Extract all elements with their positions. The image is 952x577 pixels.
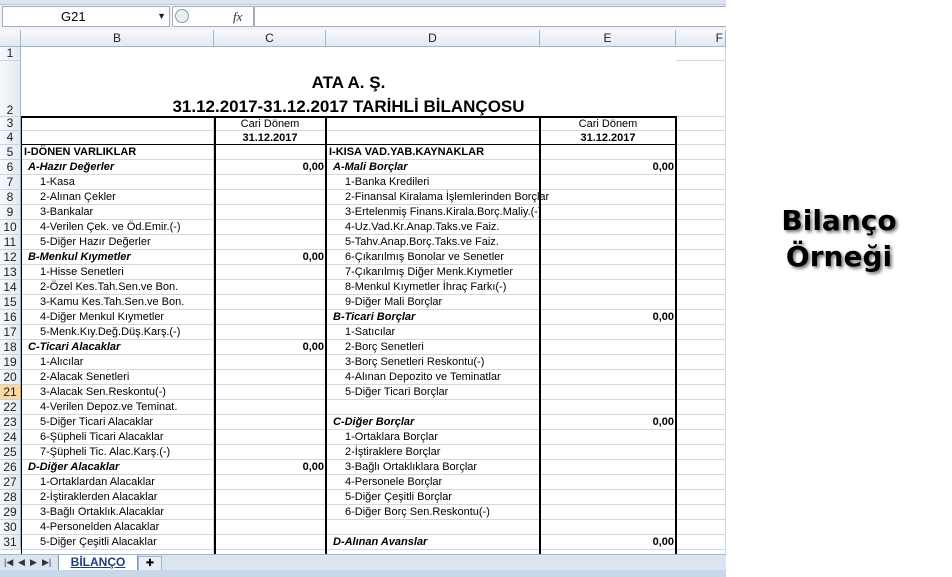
row-header-29[interactable]: 29: [0, 505, 21, 520]
left-value: 0,00: [302, 341, 324, 353]
right-label: I-KISA VAD.YAB.KAYNAKLAR: [329, 146, 485, 158]
column-header-d[interactable]: D: [326, 30, 540, 47]
row-header-25[interactable]: 25: [0, 445, 21, 460]
left-label: 5-Menk.Kıy.Değ.Düş.Karş.(-): [40, 326, 181, 338]
border-table-right: [675, 116, 677, 554]
right-label: 6-Çıkarılmış Bonolar ve Senetler: [345, 251, 504, 263]
row-header-19[interactable]: 19: [0, 355, 21, 370]
row-header-7[interactable]: 7: [0, 175, 21, 190]
right-label: 3-Borç Senetleri Reskontu(-): [345, 356, 485, 368]
chevron-down-icon[interactable]: ▼: [157, 11, 166, 21]
left-label: 1-Ortaklardan Alacaklar: [40, 476, 155, 488]
row-header-14[interactable]: 14: [0, 280, 21, 295]
row-header-13[interactable]: 13: [0, 265, 21, 280]
right-label: 1-Satıcılar: [345, 326, 396, 338]
row-header-30[interactable]: 30: [0, 520, 21, 535]
first-sheet-icon[interactable]: |◀: [4, 557, 14, 567]
right-value: 0,00: [652, 536, 674, 548]
left-period-header: Cari Dönem: [240, 118, 300, 130]
balance-sheet-title: 31.12.2017-31.12.2017 TARİHLİ BİLANÇOSU: [172, 97, 525, 116]
border-table-left: [21, 116, 22, 554]
row-header-23[interactable]: 23: [0, 415, 21, 430]
right-label: 3-Bağlı Ortaklıklara Borçlar: [345, 461, 478, 473]
sheet-tab-bar: [0, 554, 726, 571]
left-label: 3-Bankalar: [40, 206, 94, 218]
left-label: 3-Kamu Kes.Tah.Sen.ve Bon.: [40, 296, 185, 308]
right-label: 4-Personele Borçlar: [345, 476, 443, 488]
right-label: 9-Diğer Mali Borçlar: [345, 296, 443, 308]
left-label: B-Menkul Kıymetler: [28, 251, 131, 263]
select-all-corner[interactable]: [0, 30, 21, 47]
left-label: D-Diğer Alacaklar: [28, 461, 120, 473]
name-box[interactable]: [2, 6, 170, 27]
column-header-b[interactable]: B: [21, 30, 214, 47]
left-label: 5-Diğer Çeşitli Alacaklar: [40, 536, 157, 548]
table-top-border: [21, 116, 676, 118]
row-header-28[interactable]: 28: [0, 490, 21, 505]
left-value: 0,00: [302, 161, 324, 173]
row-header-15[interactable]: 15: [0, 295, 21, 310]
right-label: 8-Menkul Kıymetler İhraç Farkı(-): [345, 281, 507, 293]
right-label: C-Diğer Borçlar: [333, 416, 415, 428]
row-header-4[interactable]: 4: [0, 131, 21, 145]
left-period-date: 31.12.2017: [242, 132, 298, 144]
row-header-1[interactable]: 1: [0, 47, 21, 61]
right-label: 5-Tahv.Anap.Borç.Taks.ve Faiz.: [345, 236, 499, 248]
status-bar: [0, 570, 726, 577]
right-label: 1-Ortaklara Borçlar: [345, 431, 438, 443]
caption-line-1: Bilanço: [781, 204, 897, 237]
left-label: 1-Alıcılar: [40, 356, 84, 368]
right-label: D-Alınan Avanslar: [333, 536, 428, 548]
right-label: [345, 400, 553, 415]
insert-function-button[interactable]: [172, 6, 254, 27]
right-label: 4-Alınan Depozito ve Teminatlar: [345, 371, 501, 383]
border-left-liabilities-col: [325, 116, 327, 554]
right-label: 3-Ertelenmiş Finans.Kirala.Borç.Maliy.(-): [345, 206, 542, 218]
column-header-e[interactable]: E: [540, 30, 676, 47]
right-label: 5-Diğer Ticari Borçlar: [345, 386, 449, 398]
right-label: 2-İştiraklere Borçlar: [345, 446, 441, 458]
sheet-tab-bilanco[interactable]: BİLANÇO: [58, 555, 138, 571]
left-label: 4-Verilen Çek. ve Öd.Emir.(-): [40, 221, 181, 233]
new-sheet-icon[interactable]: ✚: [138, 556, 162, 571]
row-header-16[interactable]: 16: [0, 310, 21, 325]
left-label: 3-Bağlı Ortaklık.Alacaklar: [40, 506, 165, 518]
right-label: 6-Diğer Borç Sen.Reskontu(-): [345, 506, 490, 518]
formula-bar: [0, 0, 726, 31]
row-header-18[interactable]: 18: [0, 340, 21, 355]
column-header-f[interactable]: F: [676, 30, 726, 47]
fx-icon[interactable]: fx: [233, 9, 243, 24]
right-label: 2-Borç Senetleri: [345, 341, 424, 353]
row-header-24[interactable]: 24: [0, 430, 21, 445]
row-header-21[interactable]: 21: [0, 385, 21, 400]
company-title: ATA A. Ş.: [311, 73, 386, 92]
left-label: 4-Verilen Depoz.ve Teminat.: [40, 401, 178, 413]
left-label: 5-Diğer Ticari Alacaklar: [40, 416, 154, 428]
left-label: I-DÖNEN VARLIKLAR: [24, 146, 137, 158]
left-value: 0,00: [302, 461, 324, 473]
left-label: 7-Şüpheli Tic. Alac.Karş.(-): [40, 446, 171, 458]
prev-sheet-icon[interactable]: ◀: [18, 557, 25, 567]
right-period-header: Cari Dönem: [578, 118, 638, 130]
left-label: 2-Özel Kes.Tah.Sen.ve Bon.: [40, 281, 179, 293]
left-value: 0,00: [302, 251, 324, 263]
left-label: 6-Şüpheli Ticari Alacaklar: [40, 431, 164, 443]
right-value: 0,00: [652, 416, 674, 428]
right-label: 1-Banka Kredileri: [345, 176, 430, 188]
row-header-20[interactable]: 20: [0, 370, 21, 385]
right-value: 0,00: [652, 161, 674, 173]
right-label: [345, 520, 553, 535]
right-label: 2-Finansal Kiralama İşlemlerinden Borçlar: [345, 191, 550, 203]
row-header-31[interactable]: 31: [0, 535, 21, 550]
row-header-22[interactable]: 22: [0, 400, 21, 415]
column-header-c[interactable]: C: [214, 30, 326, 47]
left-label: 1-Kasa: [40, 176, 75, 188]
left-label: C-Ticari Alacaklar: [28, 341, 121, 353]
caption-line-2: Örneği: [785, 240, 893, 273]
row-header-17[interactable]: 17: [0, 325, 21, 340]
left-label: 2-İştiraklerden Alacaklar: [40, 491, 158, 503]
row-header-27[interactable]: 27: [0, 475, 21, 490]
ribbon-edge: [0, 0, 726, 5]
sheet-grid[interactable]: [21, 47, 726, 554]
cancel-circle-icon: [175, 9, 189, 23]
left-label: 2-Alınan Çekler: [40, 191, 116, 203]
right-label: 7-Çıkarılmış Diğer Menk.Kıymetler: [345, 266, 514, 278]
right-label: 4-Uz.Vad.Kr.Anap.Taks.ve Faiz.: [345, 221, 500, 233]
row-header-11[interactable]: 11: [0, 235, 21, 250]
left-label: 4-Personelden Alacaklar: [40, 521, 160, 533]
left-label: 1-Hisse Senetleri: [40, 266, 124, 278]
right-label: B-Ticari Borçlar: [333, 311, 416, 323]
left-label: 4-Diğer Menkul Kıymetler: [40, 311, 165, 323]
last-sheet-icon[interactable]: ▶|: [42, 557, 52, 567]
name-box-value: G21: [61, 9, 86, 24]
row-header-6[interactable]: 6: [0, 160, 21, 175]
right-label: 5-Diğer Çeşitli Borçlar: [345, 491, 452, 503]
row-header-10[interactable]: 10: [0, 220, 21, 235]
formula-input[interactable]: [254, 6, 726, 27]
left-label: 3-Alacak Sen.Reskontu(-): [40, 386, 166, 398]
row-header-12[interactable]: 12: [0, 250, 21, 265]
left-label: 2-Alacak Senetleri: [40, 371, 130, 383]
right-value: 0,00: [652, 311, 674, 323]
next-sheet-icon[interactable]: ▶: [30, 557, 37, 567]
row-header-3[interactable]: 3: [0, 117, 21, 131]
side-caption: [726, 0, 952, 577]
row-header-26[interactable]: 26: [0, 460, 21, 475]
left-label: A-Hazır Değerler: [28, 161, 115, 173]
row-header-9[interactable]: 9: [0, 205, 21, 220]
right-period-date: 31.12.2017: [580, 132, 636, 144]
left-label: 5-Diğer Hazır Değerler: [40, 236, 151, 248]
row-header-2[interactable]: 2: [0, 61, 21, 117]
right-label: A-Mali Borçlar: [333, 161, 408, 173]
row-header-5[interactable]: 5: [0, 145, 21, 160]
row-header-8[interactable]: 8: [0, 190, 21, 205]
